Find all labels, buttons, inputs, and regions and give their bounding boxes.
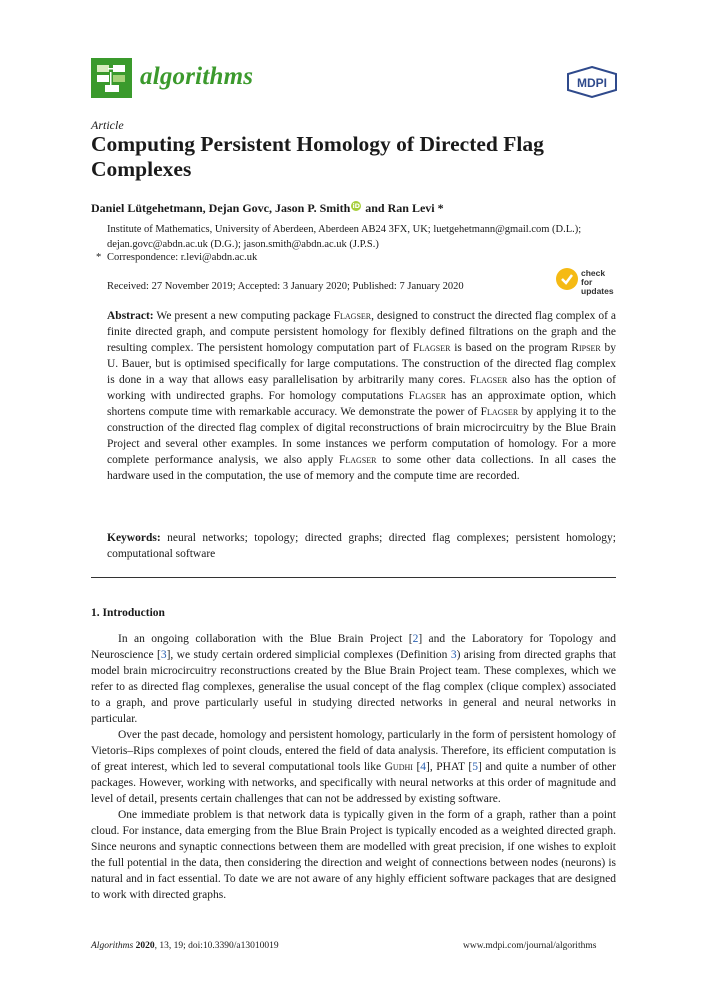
text: ] and quite a number of other packages. However, working with networks, and specifically with neural networks at this order of magnitude and level of detail, presents certain challenges that can not be addressed by existing software. — [91, 761, 616, 805]
software-name: Ripser — [571, 342, 601, 354]
footer-url[interactable]: www.mdpi.com/journal/algorithms — [463, 941, 597, 951]
footer-year: 2020 — [135, 941, 155, 951]
citation-link[interactable]: 3 — [160, 649, 167, 661]
cfu-line2: updates — [581, 286, 614, 296]
paragraph: One immediate problem is that network data is typically given in the form of a graph, rather than a point cloud. For instance, data emerging from the Blue Brain Project is typically encoded as a weighted directed graph. Since neurons and synaptic connections between them are modelled with great precision, if one wishes to exploit the full potential in the data, then considering the direction and weight of connections between nodes (neurons) is natural and in fact essential. To date we are not aware of any highly efficient software packages that are designed to work with directed graphs. — [91, 809, 616, 901]
software-name: Gudhi — [384, 761, 413, 773]
article-type: Article — [91, 118, 124, 132]
abstract-text: We present a new computing package — [153, 310, 334, 322]
abstract-text: to some other data collections. In all cases the hardware used in the computation, the use of memory and the compute time are recorded. — [107, 454, 616, 482]
software-name: Flagser — [408, 390, 447, 402]
paragraph — [91, 727, 616, 807]
abstract-text: by applying it to the construction of the directed flag complex of digital reconstructions of brain microcircuitry by the Blue Brain Project and several other examples. In some instances we perform computation of homology. For a more complete performance analysis, we also apply — [107, 406, 616, 466]
abstract-text: by U. Bauer, but is optimised specifically for large computations. The construction of the directed flag complex is done in a way that allows easy parallelisation by arbitrarily many cores. — [107, 342, 616, 386]
paper-title: Computing Persistent Homology of Directed Flag Complexes — [91, 132, 544, 181]
text: ) arising from directed graphs that model brain microcircuitry reconstructions created by the Blue Brain Project team. These complexes, which we refer to as directed flag complexes, generalise the usual concept of the flag complex (clique complex) associated to a graph, and prove particularly useful in studying directed networks in general and neural networks in particular. — [91, 649, 616, 725]
text: [ — [412, 761, 421, 773]
abstract-label: Abstract: — [107, 310, 154, 322]
publication-dates: Received: 27 November 2019; Accepted: 3 January 2020; Published: 7 January 2020 — [107, 281, 464, 292]
citation-link[interactable]: 5 — [472, 761, 478, 773]
software-name: Flagser — [412, 342, 451, 354]
keywords-label: Keywords: — [107, 532, 161, 544]
section-body — [91, 631, 616, 903]
correspondence-text: Correspondence: r.levi@abdn.ac.uk — [107, 252, 258, 263]
software-name: Flagser — [333, 310, 372, 322]
journal-name: algorithms — [140, 63, 254, 90]
abstract-text: is based on the program — [450, 342, 572, 354]
abstract-text: has an approximate option, which shortens compute time with remarkable accuracy. We demonstrate the power of — [107, 390, 617, 418]
text: In an ongoing collaboration with the Blue Brain Project [ — [118, 633, 413, 645]
software-name: Flagser — [469, 374, 508, 386]
abstract — [107, 308, 616, 484]
publisher-logo-icon — [566, 66, 618, 103]
footer-doi: , 13, 19; doi:10.3390/a13010019 — [154, 941, 279, 951]
footer-citation — [91, 941, 279, 951]
software-name: Flagser — [480, 406, 519, 418]
author-list — [91, 201, 444, 216]
cfu-line1: check for — [581, 268, 606, 287]
check-for-updates-label — [581, 269, 618, 296]
text: Over the past decade, homology and persistent homology, particularly in the form of persistent homology of Vietoris–Rips complexes of point clouds, entered the field of data analysis. Therefore, its efficient computation is of great interest, which led to several computational tools like — [91, 729, 616, 773]
keywords-text: neural networks; topology; directed graphs; directed flag complexes; persistent homology; computational software — [107, 532, 616, 560]
footer-journal: Algorithms — [91, 941, 134, 951]
abstract-text: also has the option of working with undirected graphs. For homology computations — [107, 374, 616, 402]
keywords — [107, 530, 616, 562]
abstract-text: , designed to construct the directed flag complex of a finite directed graph, and compute persistent homology for flexibly defined filtrations on the graph and the resulting complex. The persistent homology computation part of — [107, 310, 616, 354]
citation-link[interactable]: 2 — [412, 633, 419, 645]
correspondence — [96, 252, 257, 263]
authors-part1: Daniel Lütgehetmann, Dejan Govc, Jason P. Smith — [91, 201, 351, 215]
affiliation-line1: Institute of Mathematics, University of Aberdeen, Aberdeen AB24 3FX, UK; luetgehetmann@gmail.com (D.L.); — [107, 224, 582, 235]
section-heading: 1. Introduction — [91, 607, 165, 619]
affiliation — [107, 222, 622, 252]
divider — [91, 577, 616, 578]
affiliation-line2: dejan.govc@abdn.ac.uk (D.G.); jason.smith@abdn.ac.uk (J.P.S.) — [107, 239, 379, 250]
text: ], we study certain ordered simplicial complexes (Definition — [166, 649, 451, 661]
text: ], PHAT [ — [426, 761, 473, 773]
orcid-icon[interactable]: iD — [352, 202, 361, 210]
paragraph — [91, 631, 616, 727]
correspondence-star: * — [96, 252, 102, 263]
citation-link[interactable]: 4 — [420, 761, 427, 773]
journal-logo-icon — [91, 58, 132, 98]
software-name: Flagser — [338, 454, 377, 466]
definition-link[interactable]: 3 — [450, 649, 457, 661]
text: ] and the Laboratory for Topology and Neuroscience [ — [91, 633, 616, 661]
authors-part2: and Ran Levi * — [362, 201, 444, 215]
check-for-updates-icon — [556, 268, 578, 290]
publisher-logo-text: MDPI — [577, 76, 607, 90]
check-for-updates-button[interactable] — [556, 268, 618, 294]
